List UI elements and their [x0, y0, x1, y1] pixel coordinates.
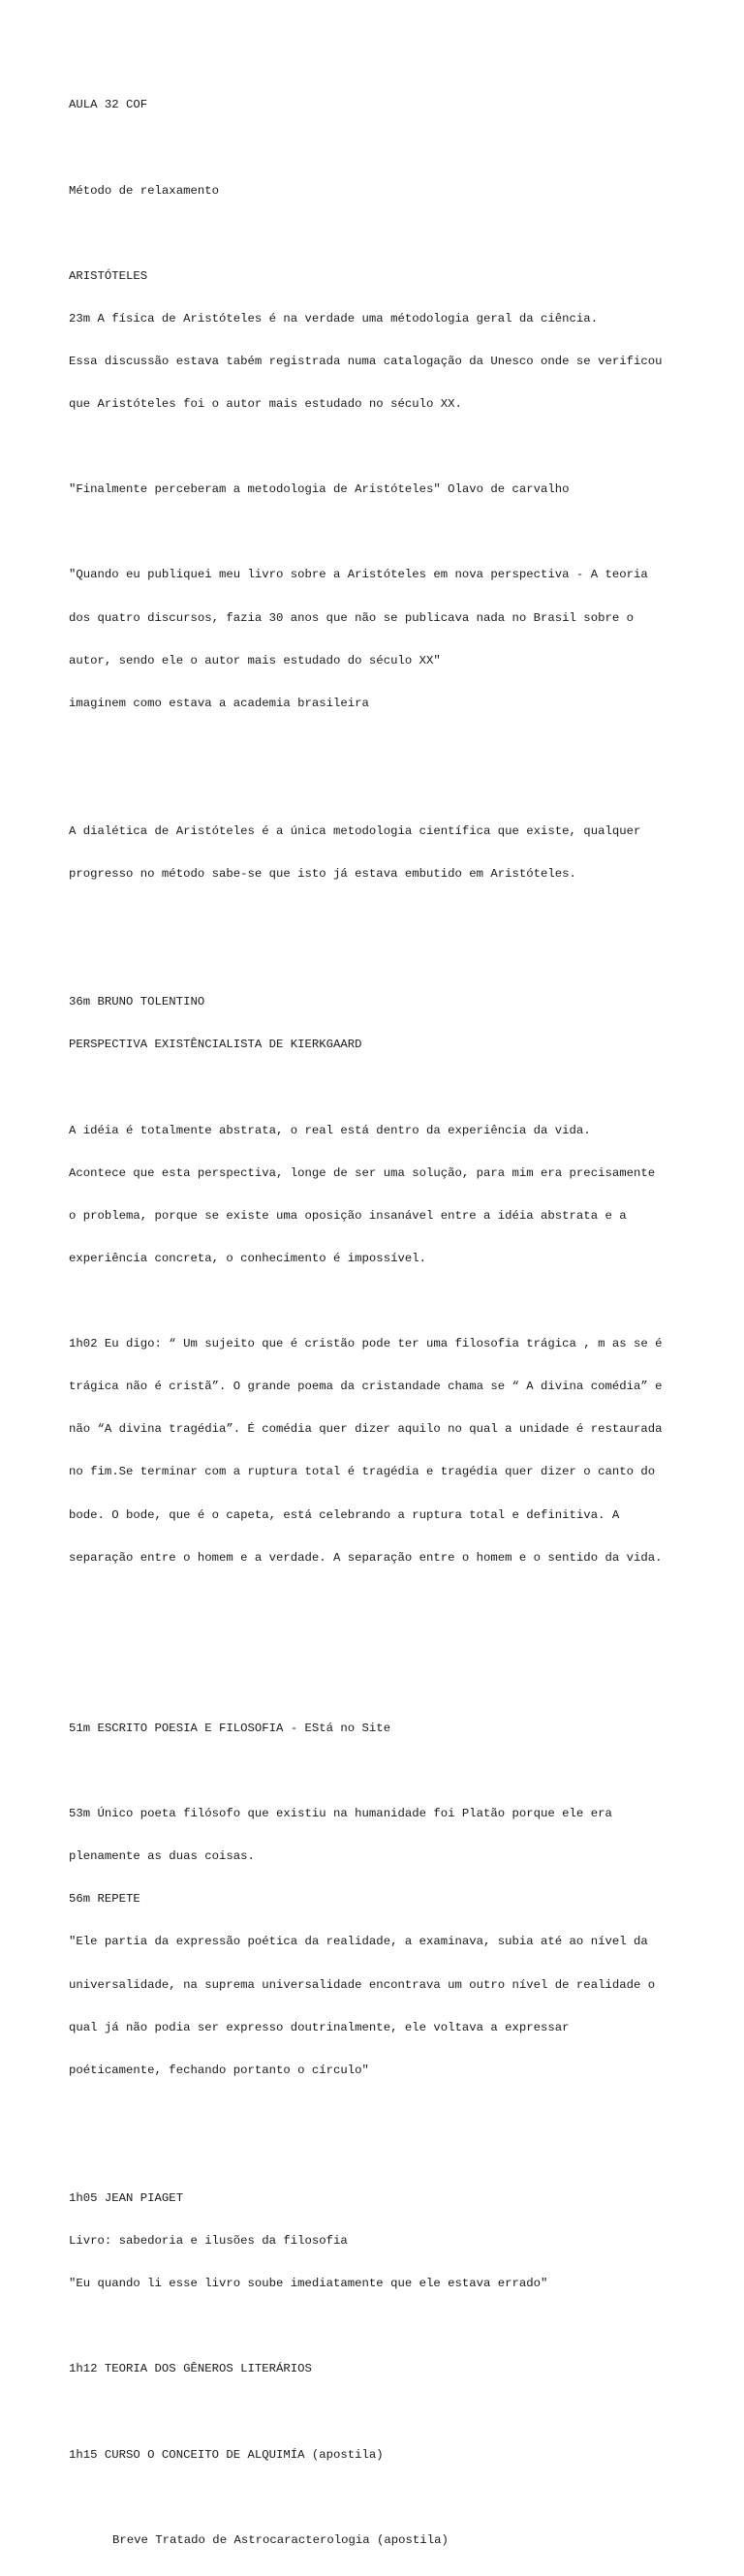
text-line: que Aristóteles foi o autor mais estudado no século XX. [69, 397, 462, 412]
text-line: experiência concreta, o conhecimento é impossível. [69, 1251, 426, 1265]
text-line: "Eu quando li esse livro soube imediatamente que ele estava errado" [69, 2277, 548, 2291]
text-line: plenamente as duas coisas. [69, 1849, 255, 1864]
text-line: 1h02 Eu digo: “ Um sujeito que é cristão pode ter uma filosofia trágica , m as se é [69, 1337, 663, 1351]
document-heading: AULA 32 COF [69, 98, 148, 112]
text-line: Acontece que esta perspectiva, longe de ser uma solução, para mim era precisamente [69, 1165, 656, 1180]
text-line-astro: Breve Tratado de Astrocaracterologia (apostila) [112, 2532, 449, 2547]
text-line: 56m REPETE [69, 1892, 140, 1907]
text-line: universalidade, na suprema universalidade encontrava um outro nível de realidade o [69, 1977, 656, 1992]
text-line: Livro: sabedoria e ilusões da filosofia [69, 2234, 348, 2249]
section-title-piaget: 1h05 JEAN PIAGET [69, 2191, 184, 2205]
text-line: 53m Único poeta filósofo que existiu na humanidade foi Platão porque ele era [69, 1807, 612, 1821]
text-line: qual já não podia ser expresso doutrinalmente, ele voltava a expressar [69, 2020, 570, 2034]
text-line: "Quando eu publiquei meu livro sobre a Aristóteles em nova perspectiva - A teoria [69, 568, 648, 582]
text-line: no fim.Se terminar com a ruptura total é tragédia e tragédia quer dizer o canto do [69, 1465, 656, 1479]
text-line: não “A divina tragédia”. É comédia quer dizer aquilo no qual a unidade é restaurada [69, 1422, 663, 1437]
text-line: bode. O bode, que é o capeta, está celebrando a ruptura total e definitiva. A [69, 1507, 620, 1522]
section-title-escrito: 51m ESCRITO POESIA E FILOSOFIA - EStá no Site [69, 1721, 391, 1735]
text-line: trágica não é cristã”. O grande poema da cristandade chama se “ A divina comédia” e [69, 1380, 663, 1394]
section-title-aristoteles: ARISTÓTELES [69, 268, 148, 283]
text-line: o problema, porque se existe uma oposição insanável entre a idéia abstrata e a [69, 1208, 627, 1223]
document-subheading: Método de relaxamento [69, 183, 219, 198]
text-line: poéticamente, fechando portanto o círculo" [69, 2063, 369, 2077]
section-subtitle-kierkgaard: PERSPECTIVA EXISTÊNCIALISTA DE KIERKGAARD [69, 1038, 362, 1052]
section-title-alquimia: 1h15 CURSO O CONCEITO DE ALQUIMÍA (apostila) [69, 2447, 384, 2462]
text-line: autor, sendo ele o autor mais estudado do século XX" [69, 653, 441, 667]
text-line: imaginem como estava a academia brasileira [69, 696, 369, 710]
text-line: "Ele partia da expressão poética da realidade, a examinava, subia até ao nível da [69, 1935, 648, 1949]
section-title-bruno: 36m BRUNO TOLENTINO [69, 995, 205, 1009]
text-line: Essa discussão estava tabém registrada numa catalogação da Unesco onde se verificou [69, 354, 663, 368]
text-line: A dialética de Aristóteles é a única metodologia científica que existe, qualquer [69, 824, 641, 838]
text-line: A idéia é totalmente abstrata, o real está dentro da experiência da vida. [69, 1123, 591, 1137]
text-line: progresso no método sabe-se que isto já estava embutido em Aristóteles. [69, 867, 576, 882]
text-line: separação entre o homem e a verdade. A separação entre o homem e o sentido da vida. [69, 1550, 663, 1565]
document-body [69, 70, 728, 2576]
quote-olavo: "Finalmente perceberam a metodologia de Aristóteles" Olavo de carvalho [69, 482, 570, 497]
section-title-generos: 1h12 TEORIA DOS GÊNEROS LITERÁRIOS [69, 2362, 312, 2376]
text-line: 23m A física de Aristóteles é na verdade uma métodologia geral da ciência. [69, 311, 599, 326]
text-line: dos quatro discursos, fazia 30 anos que não se publicava nada no Brasil sobre o [69, 610, 634, 625]
